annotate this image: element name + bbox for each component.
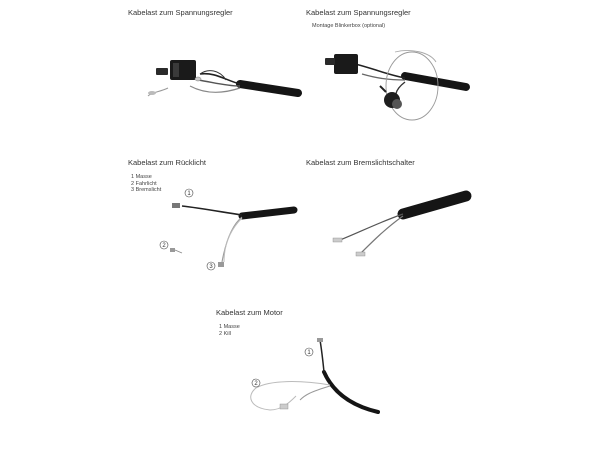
- callout-number: 2: [254, 381, 258, 388]
- panel3-illustration: [160, 189, 294, 270]
- panel1-illustration: [148, 60, 298, 96]
- legend-item: 2 Kill: [219, 330, 231, 337]
- panel4-illustration: [333, 196, 466, 256]
- cable-sheath: [240, 84, 298, 93]
- callout-number: 1: [187, 191, 191, 198]
- legend-item: 1 Masse: [131, 174, 152, 180]
- connector-plug: [156, 68, 168, 75]
- callout-number: 3: [209, 264, 213, 271]
- panel1-title: Kabelast zum Spannungsregler: [128, 8, 233, 17]
- panel5-illustration: [251, 338, 378, 412]
- panel5-title: Kabelast zum Motor: [216, 308, 283, 317]
- panel2-title: Kabelast zum Spannungsregler: [306, 8, 411, 17]
- panel2-illustration: [325, 50, 466, 120]
- wire-terminal: [333, 238, 342, 242]
- loop-wire: [386, 52, 438, 120]
- legend-item: 1 Masse: [219, 324, 240, 330]
- legend-item: 3 Bremslicht: [131, 187, 162, 193]
- legend-item: 2 Fahrlicht: [131, 180, 157, 187]
- regulator-box: [334, 54, 358, 74]
- callout-number: 2: [162, 243, 166, 250]
- panel2-note: Montage Blinkerbox (optional): [312, 23, 386, 29]
- panel4-title: Kabelast zum Bremslichtschalter: [306, 158, 415, 167]
- panel3-title: Kabelast zum Rücklicht: [128, 158, 206, 167]
- wire-terminal: [356, 252, 365, 256]
- wire-terminal: [172, 203, 180, 208]
- cable-sheath: [242, 210, 294, 216]
- cable-sheath: [403, 196, 466, 214]
- wire-terminal: [317, 338, 323, 342]
- callout-number: 1: [307, 350, 311, 357]
- cable-sheath: [405, 76, 466, 87]
- cable-sheath: [324, 372, 378, 412]
